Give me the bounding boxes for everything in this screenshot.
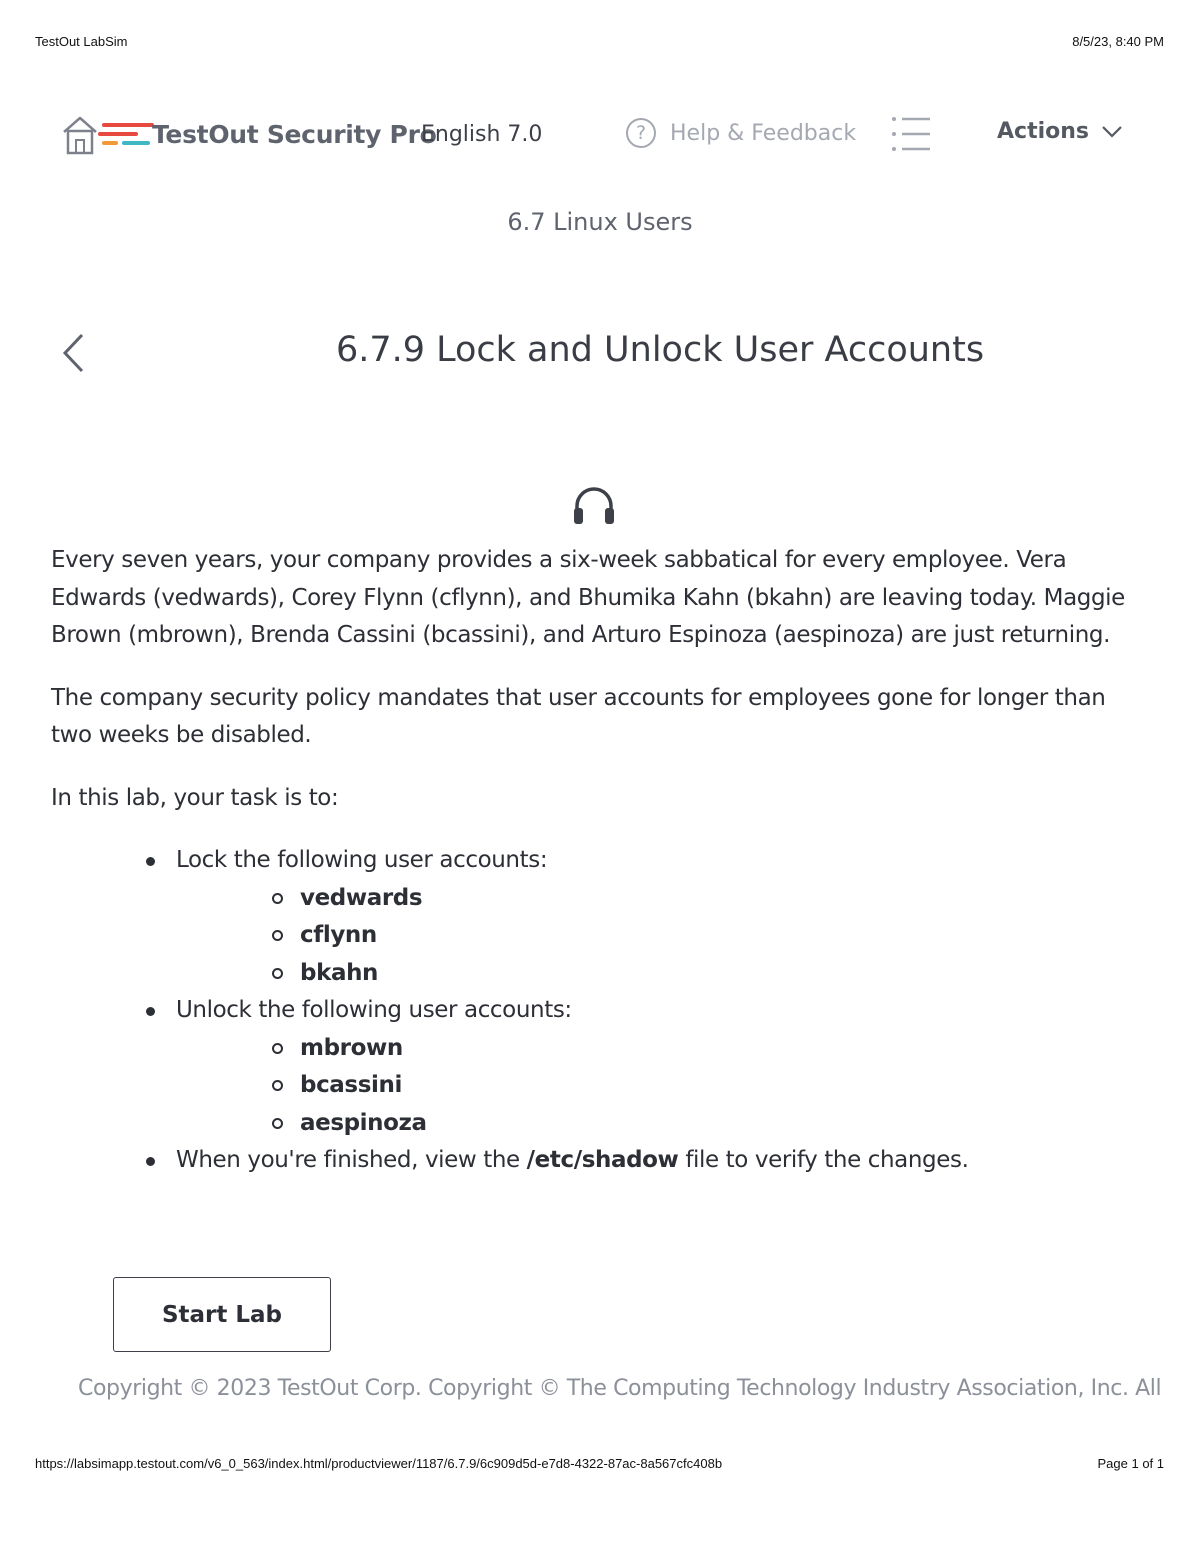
lock-user-list (176, 880, 1151, 993)
lab-description (51, 542, 1151, 1180)
brand-version: English 7.0 (421, 122, 543, 147)
actions-label: Actions (997, 119, 1089, 144)
lock-task-label: Lock the following user accounts: (176, 847, 548, 873)
print-footer (35, 1456, 1164, 1471)
unlock-user-list (176, 1030, 1151, 1143)
section-title: 6.7 Linux Users (507, 208, 693, 236)
intro-paragraph: Every seven years, your company provides a six-week sabbatical for every employee. Vera Edwards (vedwards), Corey Flynn (cflynn), and Bhumika Kahn (bkahn) are leaving today. Maggie Brown (mbrown), Brenda Cassini (bcassini), and Arturo Espinoza (aespinoza) are just returning. (51, 547, 1125, 648)
list-item: mbrown (272, 1030, 1151, 1068)
list-item (146, 842, 1151, 992)
print-site-title: TestOut LabSim (35, 34, 128, 49)
top-navigation-bar (60, 108, 1116, 162)
task-list (51, 842, 1151, 1180)
list-item: aespinoza (272, 1105, 1151, 1143)
actions-menu-button[interactable] (997, 119, 1123, 144)
help-feedback-link[interactable] (626, 118, 856, 148)
list-item: cflynn (272, 917, 1151, 955)
unlock-task-label: Unlock the following user accounts: (176, 997, 572, 1023)
testout-house-logo-icon[interactable] (60, 114, 156, 156)
print-datetime: 8/5/23, 8:40 PM (1072, 34, 1164, 49)
list-item: vedwards (272, 880, 1151, 918)
chevron-down-icon (1101, 125, 1123, 139)
chevron-left-icon (60, 332, 86, 374)
list-item (146, 992, 1151, 1142)
list-item: bkahn (272, 955, 1151, 993)
brand-name: TestOut Security Pro (152, 120, 437, 149)
task-intro: In this lab, your task is to: (51, 784, 339, 811)
print-page-number: Page 1 of 1 (1097, 1456, 1164, 1471)
headphones-icon[interactable] (572, 484, 616, 530)
lab-title: 6.7.9 Lock and Unlock User Accounts (335, 330, 985, 370)
list-item (146, 1142, 1151, 1180)
finish-prefix: When you're finished, view the (176, 1147, 527, 1173)
policy-paragraph: The company security policy mandates that user accounts for employees gone for longer than two weeks be disabled. (51, 684, 1106, 748)
start-lab-button[interactable]: Start Lab (113, 1277, 331, 1352)
help-circle-icon: ? (626, 118, 656, 148)
copyright-notice: Copyright © 2023 TestOut Corp. Copyright © The Computing Technology Industry Association, Inc. All (78, 1376, 1162, 1401)
shadow-file-path: /etc/shadow (526, 1147, 679, 1173)
list-item: bcassini (272, 1067, 1151, 1105)
back-button[interactable] (60, 332, 86, 378)
finish-suffix: file to verify the changes. (678, 1147, 969, 1173)
print-url: https://labsimapp.testout.com/v6_0_563/index.html/productviewer/1187/6.7.9/6c909d5d-e7d8-4322-87ac-8a567cfc408b (35, 1456, 723, 1471)
help-feedback-label: Help & Feedback (670, 120, 857, 146)
print-header (35, 34, 1164, 49)
outline-list-icon[interactable] (890, 114, 932, 158)
